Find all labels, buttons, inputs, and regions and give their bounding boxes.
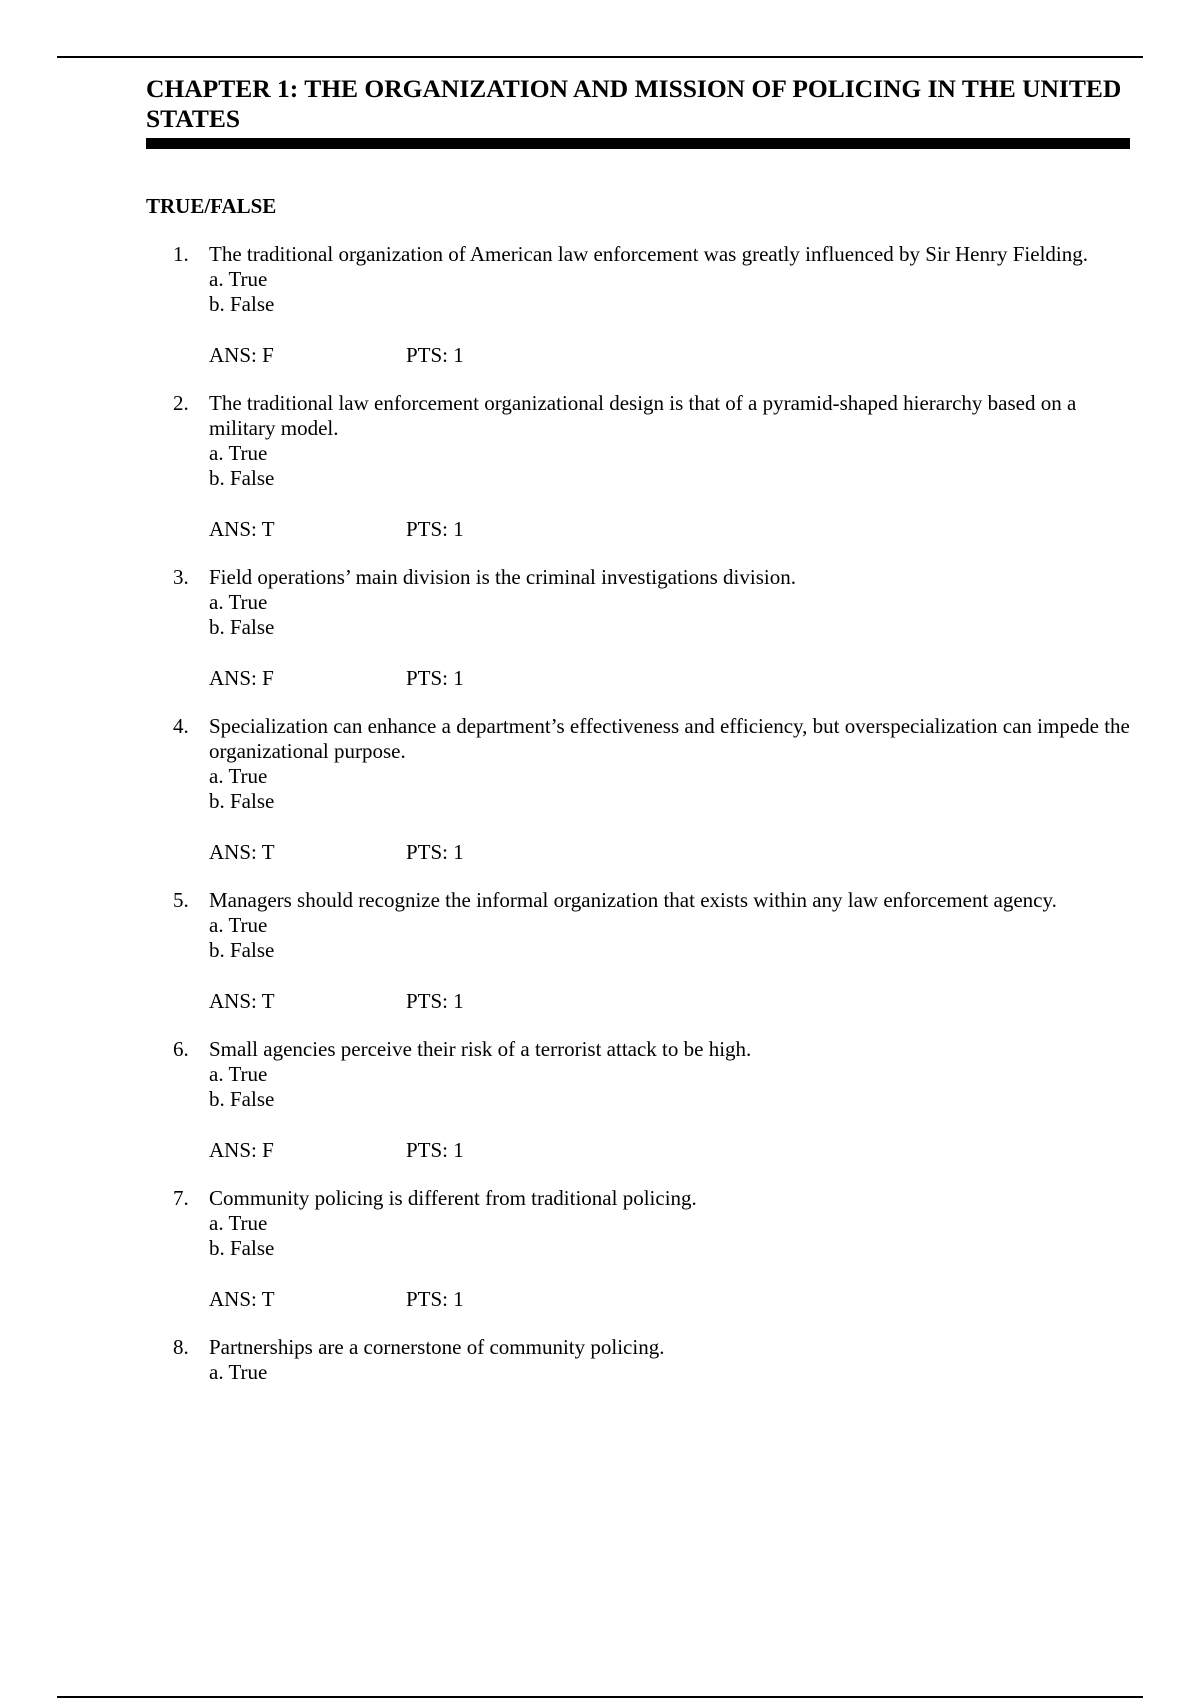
answer: ANS: F (209, 666, 274, 690)
chapter-title: CHAPTER 1: THE ORGANIZATION AND MISSION OF POLICING IN THE UNITED STATES (146, 74, 1122, 133)
question-4 (146, 714, 1130, 865)
question-text: The traditional law enforcement organizational design is that of a pyramid-shaped hierarchy based on a military model. (209, 391, 1077, 440)
option-true: a. True (209, 267, 268, 291)
option-true: a. True (209, 441, 268, 465)
points: PTS: 1 (406, 343, 464, 367)
answer: ANS: F (209, 343, 274, 367)
question-text: Community policing is different from traditional policing. (209, 1186, 697, 1210)
question-number: 3. (173, 565, 189, 589)
points: PTS: 1 (406, 666, 464, 690)
question-number: 2. (173, 391, 189, 415)
question-5 (146, 888, 1130, 1014)
question-text: Managers should recognize the informal organization that exists within any law enforcement agency. (209, 888, 1057, 912)
question-text: Specialization can enhance a department’s effectiveness and efficiency, but overspecialization can impede the organizational purpose. (209, 714, 1130, 763)
points: PTS: 1 (406, 1138, 464, 1162)
answer-row (209, 989, 1130, 1014)
answer: ANS: T (209, 989, 275, 1013)
answer: ANS: T (209, 840, 275, 864)
answer-row (209, 1287, 1130, 1312)
document-body (146, 74, 1130, 1408)
question-7 (146, 1186, 1130, 1312)
option-true: a. True (209, 590, 268, 614)
option-false: b. False (209, 466, 275, 490)
answer: ANS: T (209, 1287, 275, 1311)
question-number: 4. (173, 714, 189, 738)
points: PTS: 1 (406, 1287, 464, 1311)
option-false: b. False (209, 1236, 275, 1260)
answer-row (209, 1138, 1130, 1163)
question-text: The traditional organization of American law enforcement was greatly influenced by Sir Henry Fielding. (209, 242, 1088, 266)
question-number: 5. (173, 888, 189, 912)
answer: ANS: T (209, 517, 275, 541)
option-true: a. True (209, 764, 268, 788)
points: PTS: 1 (406, 840, 464, 864)
option-false: b. False (209, 789, 275, 813)
answer-row (209, 666, 1130, 691)
option-true: a. True (209, 1211, 268, 1235)
question-number: 6. (173, 1037, 189, 1061)
question-list (146, 242, 1130, 1385)
option-false: b. False (209, 938, 275, 962)
answer-row (209, 343, 1130, 368)
option-true: a. True (209, 1062, 268, 1086)
question-6 (146, 1037, 1130, 1163)
question-2 (146, 391, 1130, 542)
question-number: 7. (173, 1186, 189, 1210)
top-rule (57, 56, 1143, 58)
points: PTS: 1 (406, 517, 464, 541)
answer-row (209, 517, 1130, 542)
option-false: b. False (209, 1087, 275, 1111)
question-number: 1. (173, 242, 189, 266)
points: PTS: 1 (406, 989, 464, 1013)
question-1 (146, 242, 1130, 368)
title-rule (146, 138, 1130, 149)
option-true: a. True (209, 913, 268, 937)
bottom-rule (57, 1696, 1143, 1698)
question-8 (146, 1335, 1130, 1385)
question-number: 8. (173, 1335, 189, 1359)
answer-row (209, 840, 1130, 865)
answer: ANS: F (209, 1138, 274, 1162)
question-3 (146, 565, 1130, 691)
question-text: Partnerships are a cornerstone of community policing. (209, 1335, 665, 1359)
question-text: Field operations’ main division is the criminal investigations division. (209, 565, 796, 589)
option-false: b. False (209, 615, 275, 639)
option-false: b. False (209, 292, 275, 316)
question-text: Small agencies perceive their risk of a terrorist attack to be high. (209, 1037, 752, 1061)
option-true: a. True (209, 1360, 268, 1384)
section-heading: TRUE/FALSE (146, 194, 277, 218)
